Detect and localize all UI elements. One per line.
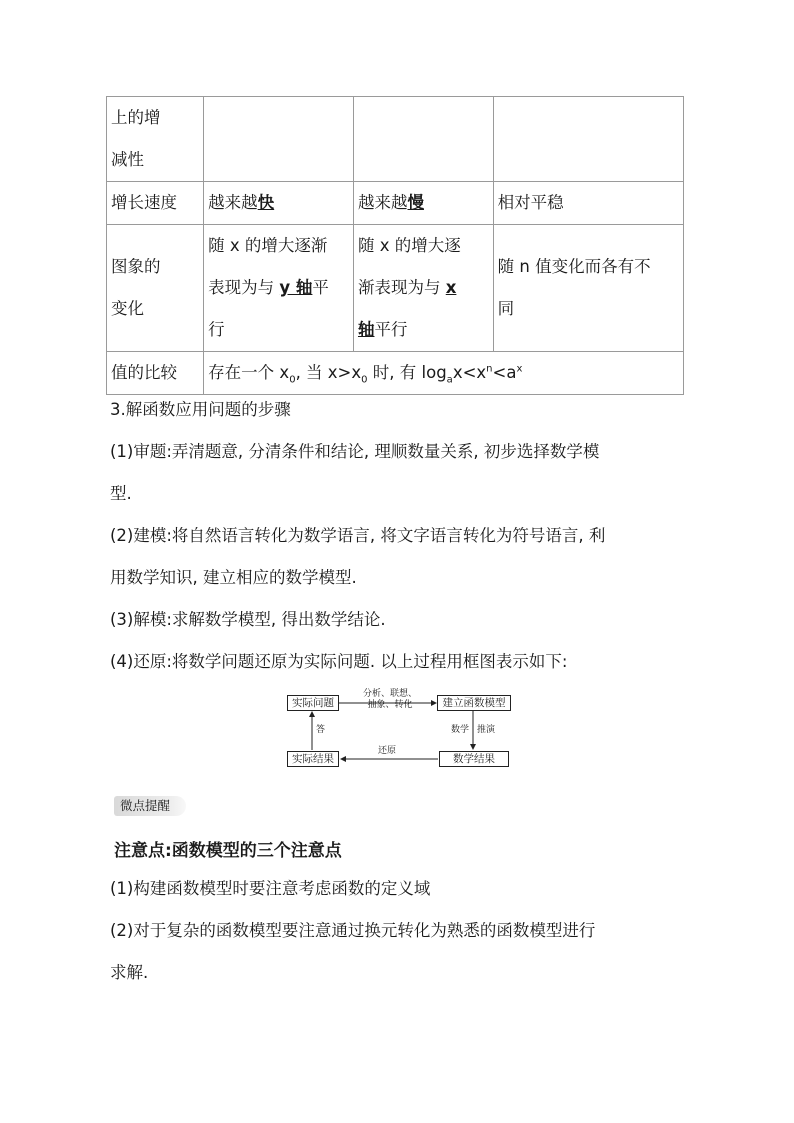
step-text: (3)解模:求解数学模型, 得出数学结论. [110, 610, 386, 629]
cell-text: 表现为与 [208, 278, 280, 297]
step-text: (1)审题:弄清题意, 分清条件和结论, 理顺数量关系, 初步选择数学模 [110, 442, 600, 461]
formula-text: 存在一个 x [208, 363, 290, 382]
formula-text: <a [492, 363, 517, 382]
underlined-answer: 快 [257, 193, 275, 212]
cell-line: 随 x 的增大逐 [357, 236, 461, 255]
cell-line: 同 [497, 299, 515, 318]
step-text: 型. [110, 484, 132, 503]
cell-text: 平行 [374, 320, 408, 339]
flow-label-restore: 还原 [378, 746, 397, 756]
underlined-answer: x [445, 278, 457, 297]
table-cell: 相对平稳 [493, 182, 683, 225]
formula-subscript: 0 [289, 374, 296, 386]
tip-item: 求解. [110, 963, 149, 982]
flow-label-math: 数学 [451, 725, 470, 735]
row-header-line: 减性 [111, 150, 144, 169]
cell-text: 越来越 [357, 193, 408, 212]
flow-label-line: 抽象、转化 [367, 700, 413, 710]
cell-line: 随 x 的增大逐渐 [208, 236, 328, 255]
cell-line: 行 [208, 320, 225, 339]
flow-box-actual-problem: 实际问题 [287, 695, 339, 711]
underlined-answer: 慢 [407, 193, 424, 212]
tip-badge: 微点提醒 [114, 796, 186, 816]
cell-text: 越来越 [208, 193, 258, 212]
flow-label-analyze [360, 689, 420, 711]
flow-label-deduce: 推演 [477, 725, 496, 735]
formula-superscript: n [486, 363, 493, 375]
step-text: (2)建模:将自然语言转化为数学语言, 将文字语言转化为符号语言, 利 [110, 526, 606, 545]
formula-text: 时, 有 log [367, 363, 447, 382]
underlined-answer: 轴 [357, 320, 375, 339]
cell-line: 随 n 值变化而各有不 [497, 257, 651, 276]
tip-title: 注意点:函数模型的三个注意点 [114, 841, 342, 861]
step-text: (4)还原:将数学问题还原为实际问题. 以上过程用框图表示如下: [110, 652, 568, 671]
section-heading: 3.解函数应用问题的步骤 [110, 400, 291, 419]
row-header-line: 图象的 [111, 257, 161, 276]
formula-text: x<x [452, 363, 487, 382]
tip-item: (2)对于复杂的函数模型要注意通过换元转化为熟悉的函数模型进行 [110, 921, 596, 940]
formula-subscript: a [446, 374, 453, 386]
flow-box-build-model: 建立函数模型 [437, 695, 511, 711]
tip-item: (1)构建函数模型时要注意考虑函数的定义域 [110, 879, 431, 898]
flow-box-actual-result: 实际结果 [287, 751, 339, 767]
underlined-answer: y 轴 [279, 278, 313, 297]
cell-text: 平 [312, 278, 329, 297]
step-text: 用数学知识, 建立相应的数学模型. [110, 568, 357, 587]
row-header-line: 上的增 [111, 108, 161, 127]
formula-subscript: 0 [361, 374, 368, 386]
row-header-line: 变化 [111, 299, 144, 318]
flow-label-line: 分析、联想、 [362, 689, 417, 699]
formula-text: , 当 x>x [295, 363, 362, 382]
formula-superscript: x [516, 363, 523, 375]
flow-box-math-result: 数学结果 [439, 751, 509, 767]
flow-label-answer: 答 [316, 725, 326, 735]
table-cell-row-header: 增长速度 [107, 182, 204, 225]
cell-text: 渐表现为与 [357, 278, 446, 297]
table-cell-row-header: 值的比较 [107, 352, 204, 395]
